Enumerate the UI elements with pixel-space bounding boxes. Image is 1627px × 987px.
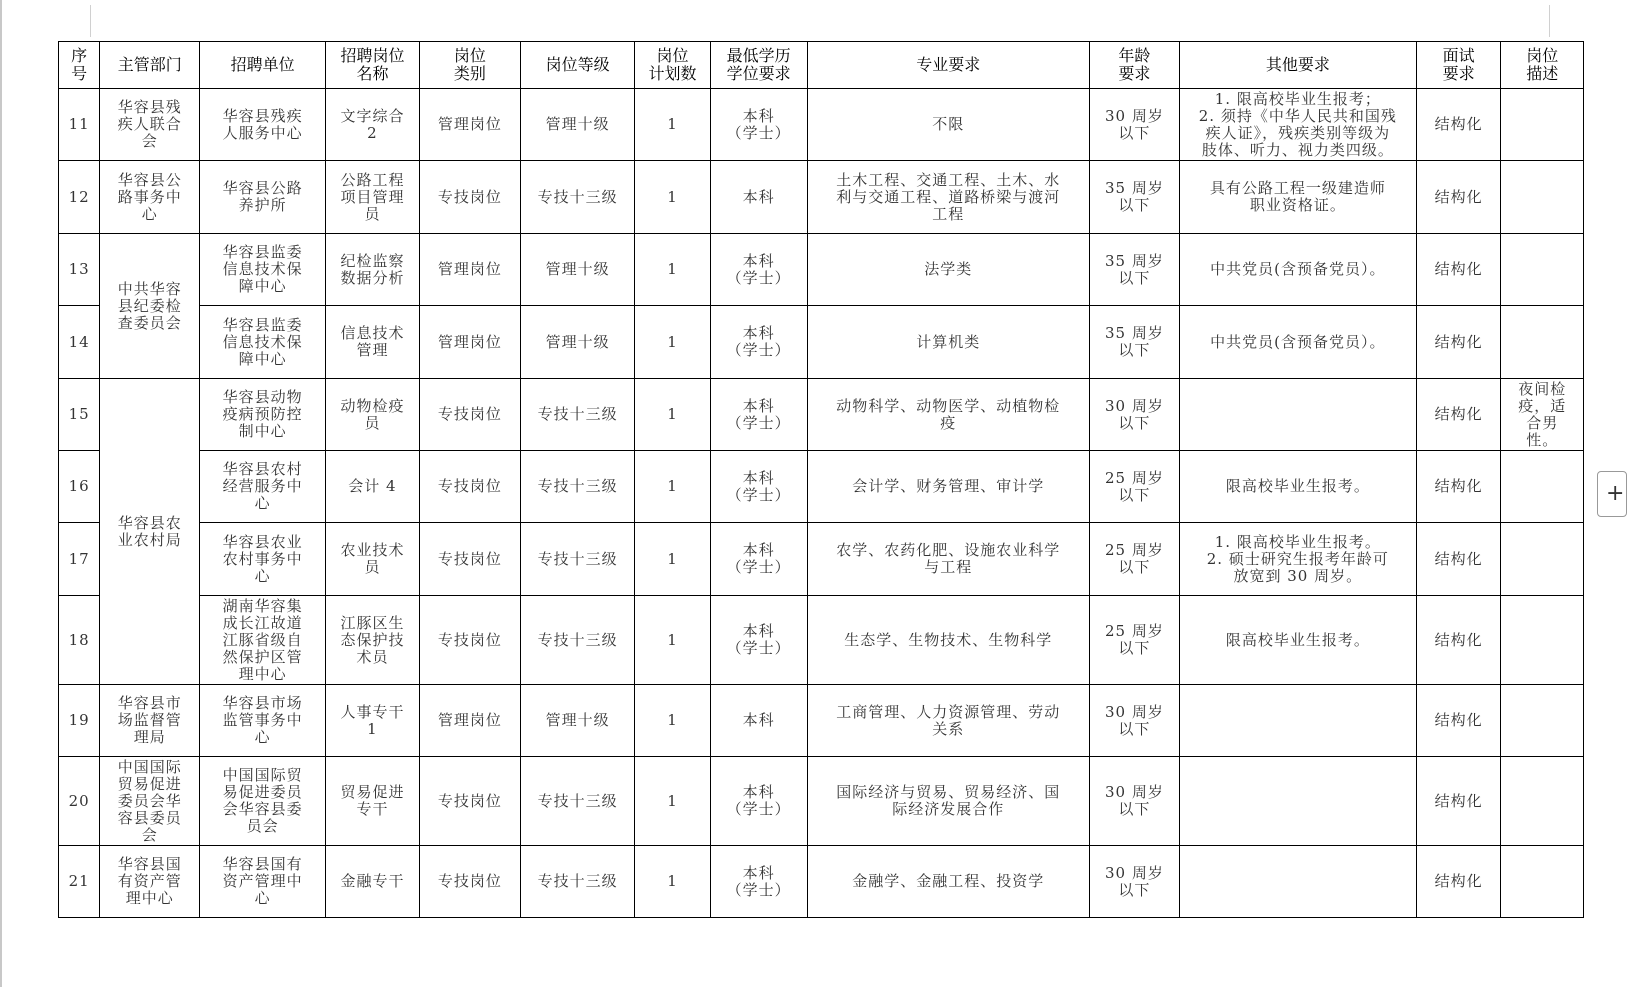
cell-department: 华容县公 路事务中 心 — [100, 161, 200, 234]
header-count: 岗位 计划数 — [635, 42, 710, 89]
cell-category: 管理岗位 — [419, 89, 520, 161]
cell-count: 1 — [635, 306, 710, 379]
table-row — [59, 757, 1584, 846]
header-interview: 面试 要求 — [1416, 42, 1501, 89]
cell-level: 专技十三级 — [520, 161, 634, 234]
cell-category: 管理岗位 — [419, 234, 520, 306]
header-description: 岗位 描述 — [1501, 42, 1584, 89]
cell-unit: 华容县动物 疫病预防控 制中心 — [200, 379, 326, 451]
cell-category: 专技岗位 — [419, 451, 520, 523]
cell-age: 30 周岁 以下 — [1090, 757, 1180, 846]
cell-interview: 结构化 — [1416, 523, 1501, 596]
table-row — [59, 685, 1584, 757]
header-major: 专业要求 — [807, 42, 1090, 89]
cell-department: 中共华容 县纪委检 查委员会 — [100, 234, 200, 379]
cell-seq: 17 — [59, 523, 100, 596]
cell-unit: 华容县农业 农村事务中 心 — [200, 523, 326, 596]
cell-description — [1501, 523, 1584, 596]
cell-age: 30 周岁 以下 — [1090, 379, 1180, 451]
table-header-row — [59, 42, 1584, 89]
cell-interview: 结构化 — [1416, 379, 1501, 451]
cell-age: 25 周岁 以下 — [1090, 451, 1180, 523]
cell-position: 江豚区生 态保护技 术员 — [326, 596, 420, 685]
page-margin-mark-left — [90, 5, 91, 37]
cell-position: 动物检疫 员 — [326, 379, 420, 451]
cell-description — [1501, 306, 1584, 379]
cell-interview: 结构化 — [1416, 306, 1501, 379]
cell-major: 国际经济与贸易、贸易经济、国 际经济发展合作 — [807, 757, 1090, 846]
header-age: 年龄 要求 — [1090, 42, 1180, 89]
cell-age: 30 周岁 以下 — [1090, 685, 1180, 757]
cell-major: 计算机类 — [807, 306, 1090, 379]
cell-count: 1 — [635, 846, 710, 918]
cell-position: 信息技术 管理 — [326, 306, 420, 379]
cell-description — [1501, 685, 1584, 757]
cell-department: 中国国际 贸易促进 委员会华 容县委员 会 — [100, 757, 200, 846]
expand-panel-button[interactable] — [1597, 471, 1627, 517]
cell-interview: 结构化 — [1416, 757, 1501, 846]
cell-count: 1 — [635, 234, 710, 306]
table-row — [59, 161, 1584, 234]
cell-position: 人事专干 1 — [326, 685, 420, 757]
cell-unit: 华容县监委 信息技术保 障中心 — [200, 234, 326, 306]
cell-education: 本科 （学士） — [710, 451, 807, 523]
cell-level: 管理十级 — [520, 306, 634, 379]
cell-age: 30 周岁 以下 — [1090, 89, 1180, 161]
table-row — [59, 234, 1584, 306]
header-level: 岗位等级 — [520, 42, 634, 89]
cell-interview: 结构化 — [1416, 596, 1501, 685]
cell-other: 1. 限高校毕业生报考。 2. 硕士研究生报考年龄可 放宽到 30 周岁。 — [1179, 523, 1416, 596]
cell-category: 专技岗位 — [419, 596, 520, 685]
cell-department: 华容县市 场监督管 理局 — [100, 685, 200, 757]
cell-other — [1179, 379, 1416, 451]
cell-seq: 12 — [59, 161, 100, 234]
cell-interview: 结构化 — [1416, 89, 1501, 161]
cell-level: 专技十三级 — [520, 846, 634, 918]
cell-major: 金融学、金融工程、投资学 — [807, 846, 1090, 918]
cell-count: 1 — [635, 685, 710, 757]
table-row — [59, 306, 1584, 379]
cell-position: 会计 4 — [326, 451, 420, 523]
cell-interview: 结构化 — [1416, 846, 1501, 918]
cell-education: 本科 （学士） — [710, 757, 807, 846]
cell-major: 工商管理、人力资源管理、劳动 关系 — [807, 685, 1090, 757]
cell-unit: 华容县残疾 人服务中心 — [200, 89, 326, 161]
cell-category: 专技岗位 — [419, 757, 520, 846]
cell-seq: 20 — [59, 757, 100, 846]
cell-department: 华容县国 有资产管 理中心 — [100, 846, 200, 918]
cell-unit: 华容县监委 信息技术保 障中心 — [200, 306, 326, 379]
cell-category: 专技岗位 — [419, 523, 520, 596]
cell-seq: 13 — [59, 234, 100, 306]
header-unit: 招聘单位 — [200, 42, 326, 89]
cell-description — [1501, 451, 1584, 523]
cell-other: 1. 限高校毕业生报考； 2. 须持《中华人民共和国残 疾人证》，残疾类别等级为 肢体、听力、视力类四级。 — [1179, 89, 1416, 161]
cell-other — [1179, 757, 1416, 846]
cell-count: 1 — [635, 161, 710, 234]
cell-category: 专技岗位 — [419, 161, 520, 234]
cell-age: 35 周岁 以下 — [1090, 161, 1180, 234]
header-education: 最低学历 学位要求 — [710, 42, 807, 89]
cell-other: 限高校毕业生报考。 — [1179, 451, 1416, 523]
cell-interview: 结构化 — [1416, 451, 1501, 523]
cell-position: 农业技术 员 — [326, 523, 420, 596]
header-other: 其他要求 — [1179, 42, 1416, 89]
cell-count: 1 — [635, 451, 710, 523]
cell-education: 本科 — [710, 685, 807, 757]
cell-department: 华容县农 业农村局 — [100, 379, 200, 685]
cell-unit: 华容县农村 经营服务中 心 — [200, 451, 326, 523]
cell-other: 限高校毕业生报考。 — [1179, 596, 1416, 685]
cell-major: 土木工程、交通工程、土木、水 利与交通工程、道路桥梁与渡河 工程 — [807, 161, 1090, 234]
cell-other: 中共党员(含预备党员）。 — [1179, 306, 1416, 379]
header-position: 招聘岗位 名称 — [326, 42, 420, 89]
cell-age: 25 周岁 以下 — [1090, 596, 1180, 685]
cell-age: 30 周岁 以下 — [1090, 846, 1180, 918]
cell-level: 专技十三级 — [520, 596, 634, 685]
cell-category: 管理岗位 — [419, 306, 520, 379]
cell-description — [1501, 234, 1584, 306]
cell-level: 管理十级 — [520, 89, 634, 161]
cell-description — [1501, 161, 1584, 234]
cell-other: 中共党员(含预备党员）。 — [1179, 234, 1416, 306]
cell-education: 本科 （学士） — [710, 846, 807, 918]
page-left-edge — [0, 0, 2, 987]
cell-education: 本科 （学士） — [710, 89, 807, 161]
page-margin-mark-right — [1549, 5, 1550, 37]
cell-category: 专技岗位 — [419, 846, 520, 918]
cell-seq: 14 — [59, 306, 100, 379]
cell-description — [1501, 846, 1584, 918]
header-department: 主管部门 — [100, 42, 200, 89]
cell-category: 管理岗位 — [419, 685, 520, 757]
cell-unit: 湖南华容集 成长江故道 江豚省级自 然保护区管 理中心 — [200, 596, 326, 685]
header-seq: 序 号 — [59, 42, 100, 89]
cell-seq: 16 — [59, 451, 100, 523]
cell-level: 管理十级 — [520, 685, 634, 757]
header-category: 岗位 类别 — [419, 42, 520, 89]
cell-major: 法学类 — [807, 234, 1090, 306]
cell-position: 文字综合 2 — [326, 89, 420, 161]
cell-position: 纪检监察 数据分析 — [326, 234, 420, 306]
cell-unit: 华容县国有 资产管理中 心 — [200, 846, 326, 918]
cell-position: 贸易促进 专干 — [326, 757, 420, 846]
cell-education: 本科 （学士） — [710, 234, 807, 306]
cell-education: 本科 （学士） — [710, 523, 807, 596]
cell-count: 1 — [635, 596, 710, 685]
table-row — [59, 596, 1584, 685]
cell-unit: 中国国际贸 易促进委员 会华容县委 员会 — [200, 757, 326, 846]
cell-level: 专技十三级 — [520, 379, 634, 451]
plus-icon: + — [1606, 481, 1625, 506]
cell-unit: 华容县公路 养护所 — [200, 161, 326, 234]
cell-description: 夜间检 疫，适 合男 性。 — [1501, 379, 1584, 451]
table-row — [59, 451, 1584, 523]
cell-interview: 结构化 — [1416, 161, 1501, 234]
cell-level: 专技十三级 — [520, 523, 634, 596]
cell-interview: 结构化 — [1416, 234, 1501, 306]
cell-seq: 18 — [59, 596, 100, 685]
cell-seq: 19 — [59, 685, 100, 757]
cell-unit: 华容县市场 监管事务中 心 — [200, 685, 326, 757]
cell-level: 专技十三级 — [520, 451, 634, 523]
cell-level: 管理十级 — [520, 234, 634, 306]
cell-major: 不限 — [807, 89, 1090, 161]
cell-seq: 15 — [59, 379, 100, 451]
table-row — [59, 89, 1584, 161]
cell-other — [1179, 685, 1416, 757]
cell-education: 本科 （学士） — [710, 596, 807, 685]
cell-age: 35 周岁 以下 — [1090, 306, 1180, 379]
cell-seq: 21 — [59, 846, 100, 918]
cell-description — [1501, 596, 1584, 685]
cell-position: 公路工程 项目管理 员 — [326, 161, 420, 234]
table-row — [59, 379, 1584, 451]
cell-age: 25 周岁 以下 — [1090, 523, 1180, 596]
cell-other: 具有公路工程一级建造师 职业资格证。 — [1179, 161, 1416, 234]
cell-interview: 结构化 — [1416, 685, 1501, 757]
cell-age: 35 周岁 以下 — [1090, 234, 1180, 306]
cell-count: 1 — [635, 757, 710, 846]
cell-major: 动物科学、动物医学、动植物检 疫 — [807, 379, 1090, 451]
cell-other — [1179, 846, 1416, 918]
cell-education: 本科 （学士） — [710, 306, 807, 379]
cell-count: 1 — [635, 379, 710, 451]
cell-education: 本科 — [710, 161, 807, 234]
cell-seq: 11 — [59, 89, 100, 161]
cell-position: 金融专干 — [326, 846, 420, 918]
cell-major: 生态学、生物技术、生物科学 — [807, 596, 1090, 685]
table-row — [59, 523, 1584, 596]
table-row — [59, 846, 1584, 918]
cell-major: 农学、农药化肥、设施农业科学 与工程 — [807, 523, 1090, 596]
cell-education: 本科 （学士） — [710, 379, 807, 451]
cell-category: 专技岗位 — [419, 379, 520, 451]
cell-count: 1 — [635, 523, 710, 596]
cell-count: 1 — [635, 89, 710, 161]
cell-level: 专技十三级 — [520, 757, 634, 846]
cell-major: 会计学、财务管理、审计学 — [807, 451, 1090, 523]
cell-department: 华容县残 疾人联合 会 — [100, 89, 200, 161]
recruitment-table — [58, 41, 1584, 918]
cell-description — [1501, 757, 1584, 846]
cell-description — [1501, 89, 1584, 161]
